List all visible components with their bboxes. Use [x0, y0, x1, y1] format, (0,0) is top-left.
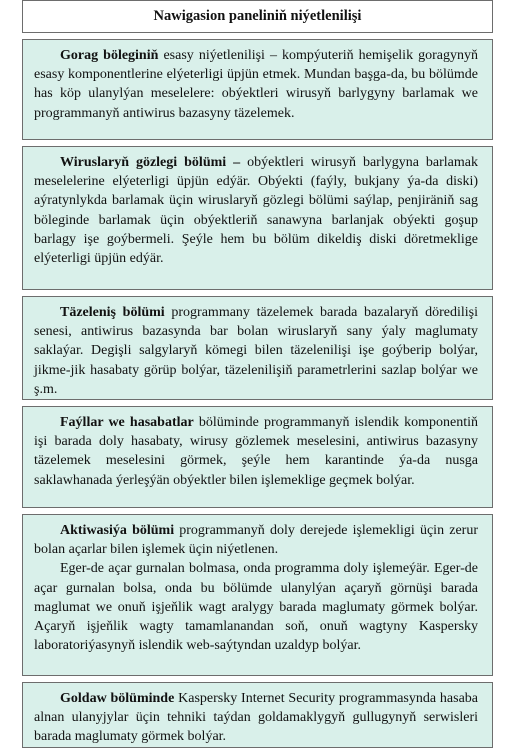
document-page — [22, 0, 493, 745]
section-paragraph: Aktiwasiýa bölümi programmanyň doly derejede işlemekligi üçin zerur bolan açarlar bilen işlemek üçin niýetlenen. — [34, 523, 478, 558]
section-fayllar — [22, 406, 493, 508]
section-heading: Wiruslaryň gözlegi bölümi – — [60, 155, 241, 170]
section-goldaw — [22, 682, 493, 748]
section-heading: Gorag böleginiň — [60, 48, 159, 63]
page-title: Nawigasion paneliniň niýetlenilişi — [22, 0, 493, 33]
section-heading: Faýllar we hasabatlar — [60, 415, 194, 430]
section-wiruslar — [22, 146, 493, 290]
section-paragraph: Eger-de açar gurnalan bolmasa, onda programma doly işlemeýär. Eger-de açar gurnalan bolsa, onda bu bölümde ulanylýan açaryň görnüşi barada maglumat we onuň işjeňlik wagt aralygy barada maglumaty görmek bolýar. Açaryň işjeňlik wagty tamamlanandan soň, onuň wagtyny Kaspersky laboratoriýasynyň islendik web-saýtyndan uzaldyp bolýar. — [34, 561, 478, 654]
section-paragraph: Faýllar we hasabatlar bölüminde programmanyň islendik komponentiň işi barada doly hasabaty, wirusy gözlemek meselesini, antiwirus bazasyny täzelemek meselesini görmek, şeýle hem karantinde ýa-da nusga saklawhanada ýerleşýän obýektler bilen işlemeklige geçmek bolýar. — [34, 415, 479, 488]
section-paragraph: Gorag böleginiň esasy niýetlenilişi – kompýuteriň hemişelik goragynyň esasy komponentlerine elýeterligi üpjün etmek. Mundan başga-da, bu bölümde has köp ulanylýan meselelere: obýektleri wirusyň barlygyny barlamak we programmanyň antiwirus bazasyny täzelemek. — [34, 48, 478, 121]
section-heading: Goldaw bölüminde — [60, 691, 175, 706]
section-gorag — [22, 39, 493, 140]
section-heading: Täzeleniş bölümi — [60, 305, 165, 320]
section-heading: Aktiwasiýa bölümi — [60, 523, 175, 538]
section-tazelenis — [22, 296, 493, 400]
section-paragraph: Täzeleniş bölümi programmany täzelemek barada bazalaryň döredilişi senesi, antiwirus bazasynda bar bolan wiruslaryň sany ýaly maglumaty saklaýar. Degişli salgylaryň kömegi bilen täzelenilişi işe goýberip bolýar, jikme-jik hasabaty görüp bolýar, täzelenilişiň parametrlerini sazlap bolýar we ş.m. — [34, 305, 478, 397]
section-aktiwasiya — [22, 514, 493, 676]
section-paragraph: Wiruslaryň gözlegi bölümi – obýektleri wirusyň barlygyna barlamak meselelerine elýeterligi üpjün edýär. Obýekti (faýly, bukjany ýa-da diski) aýratynlykda barlamak üçin wiruslaryň gözlegi bölümi saýlap, penjiräniň sag böleginde barlamak üçin obýektleriň sanawyna barlanjak obýekti goşup barlagy işe goýbermeli. Şeýle hem bu bölüm dikeldiş diski döretmeklige elýeterligi üpjün edýär. — [34, 155, 478, 267]
section-paragraph: Goldaw bölüminde Kaspersky Internet Security programmasynda hasaba alnan ulanyjylar üçin tehniki taýdan goldamaklygyň gullugynyň serwisleri barada maglumaty görmek bolýar. — [34, 691, 478, 745]
